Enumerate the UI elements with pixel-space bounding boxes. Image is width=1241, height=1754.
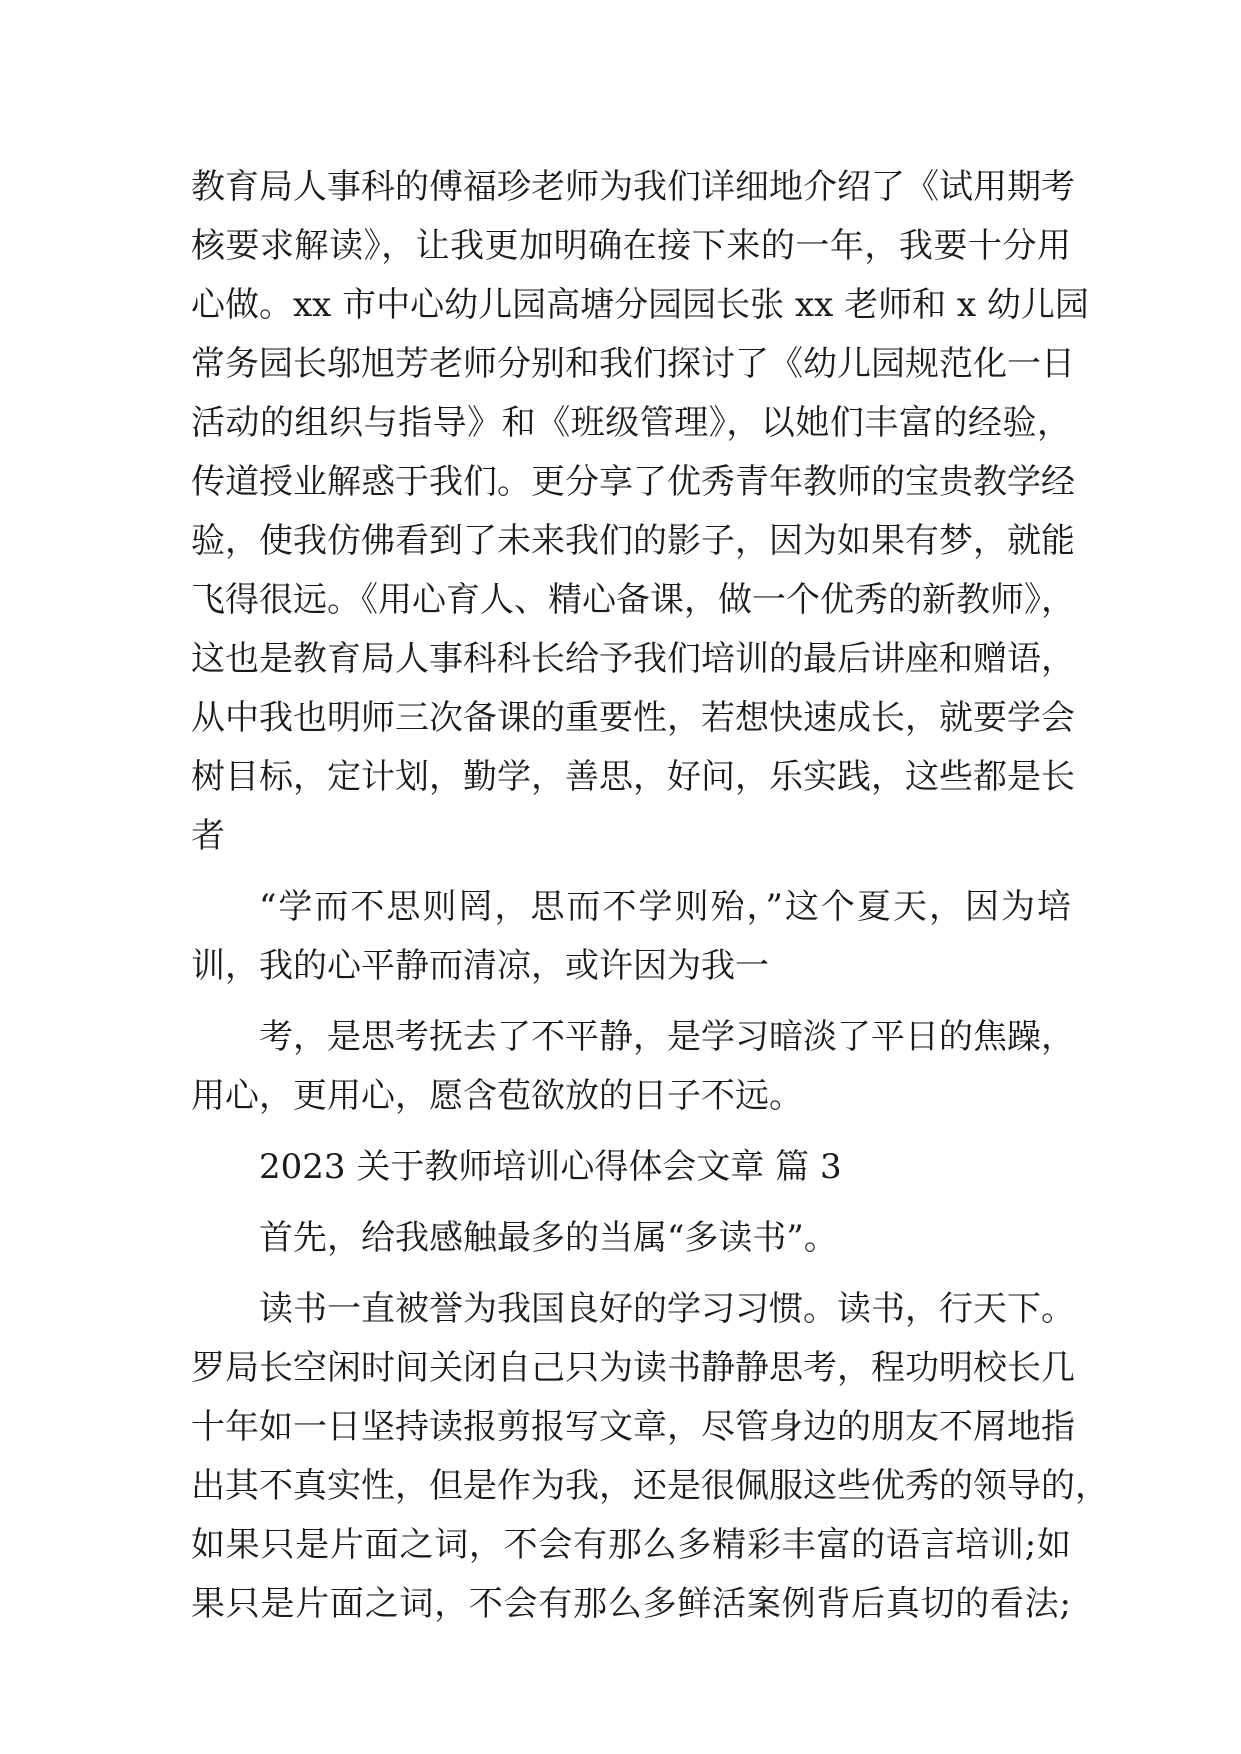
paragraph-line: “学而不思则罔，思而不学则殆，”这个夏天，因为培	[259, 887, 1071, 927]
paragraph-line: 教育局人事科的傅福珍老师为我们详细地介绍了《试用期考	[191, 167, 1075, 207]
paragraph-line: 读书一直被誉为我国良好的学习习惯。读书，行天下。	[259, 1289, 1075, 1329]
paragraph-line: 常务园长邬旭芳老师分别和我们探讨了《幼儿园规范化一日	[191, 344, 1075, 384]
paragraph-line: 验，使我仿佛看到了未来我们的影子，因为如果有梦，就能	[191, 521, 1075, 561]
paragraph-line: 活动的组织与指导》和《班级管理》，以她们丰富的经验，	[191, 403, 1071, 443]
document-body	[191, 158, 1109, 1634]
paragraph-line: 核要求解读》，让我更加明确在接下来的一年，我要十分用	[191, 226, 1071, 266]
paragraph-line: 十年如一日坚持读报剪报写文章，尽管身边的朋友不屑地指	[191, 1407, 1075, 1447]
paragraph-line: 这也是教育局人事科科长给予我们培训的最后讲座和赠语，	[191, 639, 1075, 679]
paragraph-line: 考，是思考抚去了不平静，是学习暗淡了平日的焦躁，	[259, 1017, 1075, 1057]
paragraph-line: 罗局长空闲时间关闭自己只为读书静静思考，程功明校长几	[191, 1348, 1075, 1388]
paragraph-line: 从中我也明师三次备课的重要性，若想快速成长，就要学会	[191, 698, 1075, 738]
paragraph-line: 出其不真实性，但是作为我，还是很佩服这些优秀的领导的，	[191, 1466, 1109, 1506]
paragraph-line: 传道授业解惑于我们。更分享了优秀青年教师的宝贵教学经	[191, 462, 1075, 502]
paragraph-line: 树目标，定计划，勤学，善思，好问，乐实践，这些都是长	[191, 757, 1075, 797]
paragraph-line: 果只是片面之词，不会有那么多鲜活案例背后真切的看法;	[191, 1584, 1071, 1624]
paragraph-line: 训，我的心平静而清凉，或许因为我一	[191, 946, 769, 986]
paragraph-line: 首先，给我感触最多的当属“多读书”。	[259, 1218, 838, 1258]
paragraph-line: 心做。xx 市中心幼儿园高塘分园园长张 xx 老师和 x 幼儿园	[191, 285, 1089, 325]
paragraph-line: 用心，更用心，愿含苞欲放的日子不远。	[191, 1076, 803, 1116]
section-heading: 2023 关于教师培训心得体会文章 篇 3	[259, 1147, 842, 1187]
paragraph-line: 者	[191, 816, 225, 856]
paragraph-line: 如果只是片面之词，不会有那么多精彩丰富的语言培训;如	[191, 1525, 1071, 1565]
paragraph-line: 飞得很远。《用心育人、精心备课，做一个优秀的新教师》，	[191, 580, 1075, 620]
